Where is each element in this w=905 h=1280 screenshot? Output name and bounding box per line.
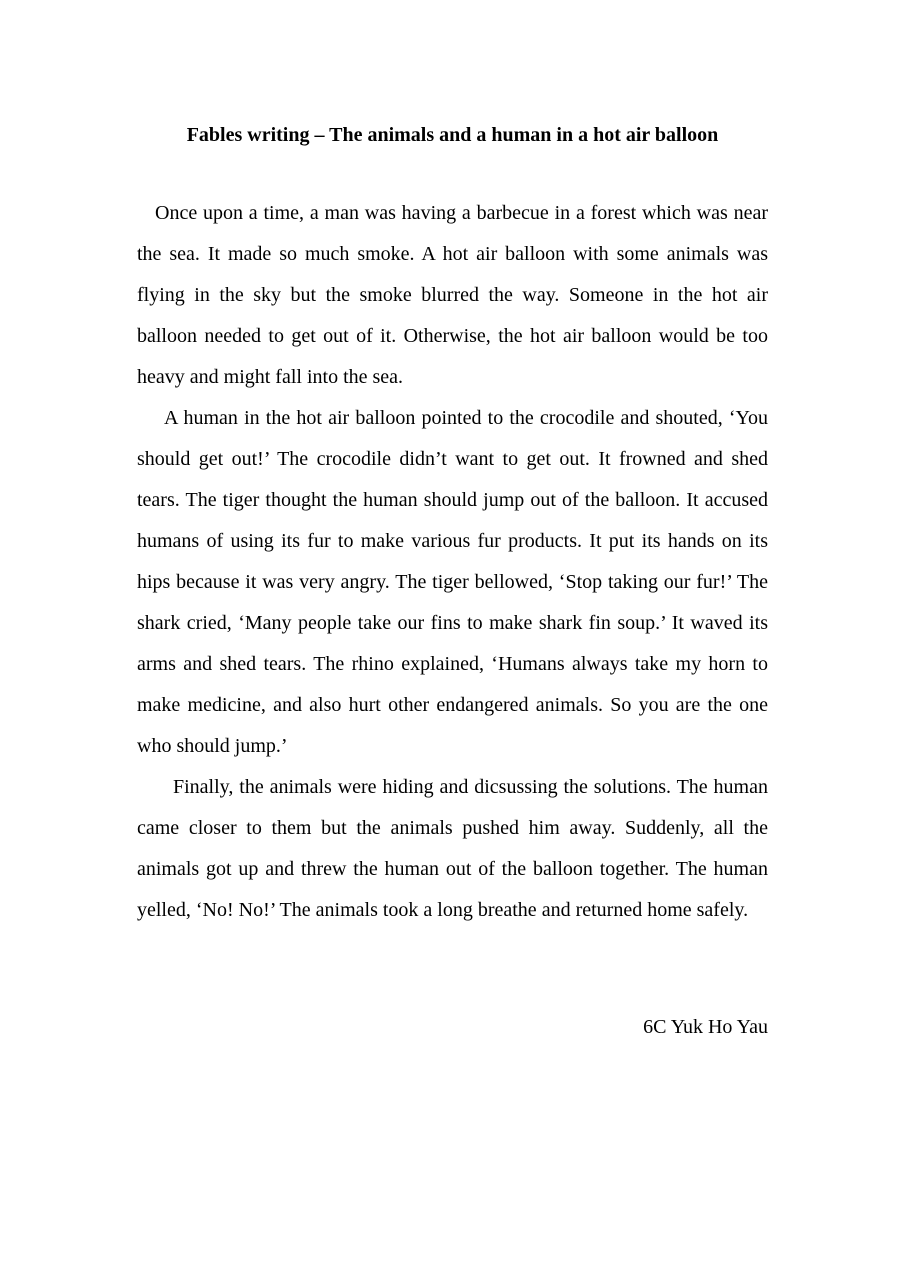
story-body [137, 193, 768, 931]
paragraph-1: Once upon a time, a man was having a barbecue in a forest which was near the sea. It made so much smoke. A hot air balloon with some animals was flying in the sky but the smoke blurred the way. Someone in the hot air balloon needed to get out of it. Otherwise, the hot air balloon would be too heavy and might fall into the sea. [137, 202, 768, 388]
paragraph-3: Finally, the animals were hiding and dicsussing the solutions. The human came closer to them but the animals pushed him away. Suddenly, all the animals got up and threw the human out of the balloon together. The human yelled, ‘No! No!’ The animals took a long breathe and returned home safely. [137, 776, 768, 921]
document-title: Fables writing – The animals and a human in a hot air balloon [186, 124, 719, 146]
paragraph-2: A human in the hot air balloon pointed to the crocodile and shouted, ‘You should get out!’ The crocodile didn’t want to get out. It frowned and shed tears. The tiger thought the human should jump out of the balloon. It accused humans of using its fur to make various fur products. It put its hands on its hips because it was very angry. The tiger bellowed, ‘Stop taking our fur!’ The shark cried, ‘Many people take our fins to make shark fin soup.’ It waved its arms and shed tears. The rhino explained, ‘Humans always take my horn to make medicine, and also hurt other endangered animals. So you are the one who should jump.’ [137, 407, 768, 757]
author-signature: 6C Yuk Ho Yau [643, 1016, 768, 1038]
